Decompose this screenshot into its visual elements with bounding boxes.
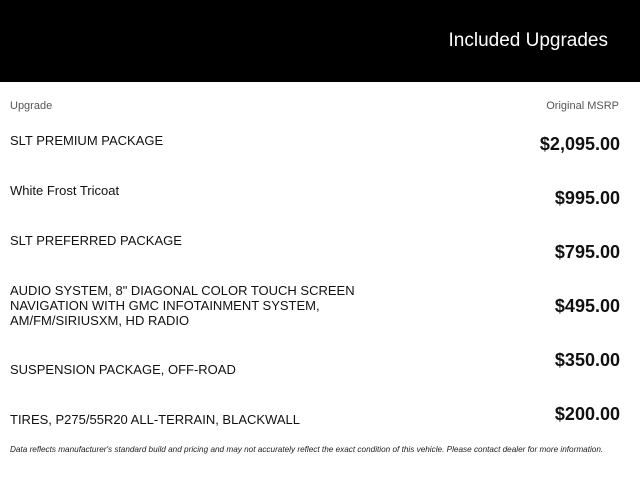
upgrade-name: White Frost Tricoat	[10, 183, 120, 198]
upgrade-price: $795.00	[554, 242, 620, 262]
upgrade-name: SLT PREFERRED PACKAGE	[10, 233, 182, 248]
page-title: Included Upgrades	[448, 30, 608, 51]
upgrade-price: $495.00	[554, 296, 620, 316]
column-header-msrp: Original MSRP	[546, 100, 619, 112]
upgrade-name: AUDIO SYSTEM, 8" DIAGONAL COLOR TOUCH SCREEN NAVIGATION WITH GMC INFOTAINMENT SYSTEM, AM/FM/SIRIUSXM, HD RADIO	[10, 283, 355, 328]
upgrade-price: $995.00	[554, 188, 620, 208]
upgrade-name: SLT PREMIUM PACKAGE	[10, 133, 164, 148]
column-header-upgrade: Upgrade	[10, 100, 53, 112]
upgrade-name: TIRES, P275/55R20 ALL-TERRAIN, BLACKWALL	[10, 412, 300, 427]
upgrade-price: $200.00	[554, 404, 620, 424]
upgrade-price: $350.00	[554, 350, 620, 370]
upgrade-price: $2,095.00	[539, 134, 620, 154]
header-bar	[0, 0, 640, 82]
disclaimer-text: Data reflects manufacturer's standard build and pricing and may not accurately reflect the exact condition of this vehicle. Please contact dealer for more information.	[10, 445, 604, 454]
upgrade-name: SUSPENSION PACKAGE, OFF-ROAD	[10, 362, 236, 377]
